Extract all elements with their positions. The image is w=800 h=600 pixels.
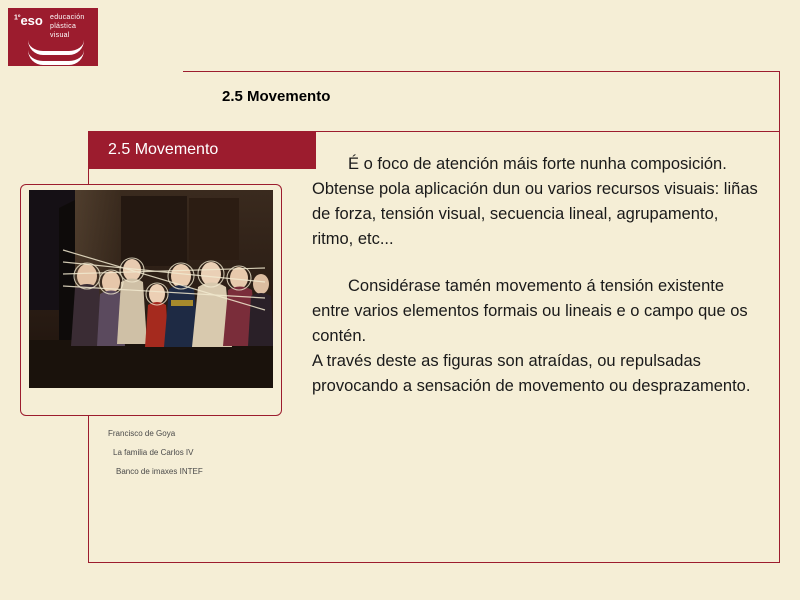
page-title: 2.5 Movemento <box>222 88 331 105</box>
logo-subject-line1: educación <box>50 14 85 21</box>
paragraph-tension: Considérase tamén movemento á tensión existente entre varios elementos formais ou lineais e o campo que os contén. <box>312 277 748 345</box>
artwork-image <box>29 190 273 388</box>
logo-course-number: 1º <box>14 14 21 22</box>
logo-subject-line3: visual <box>50 32 70 39</box>
logo <box>8 8 98 66</box>
paragraph-effect: A través deste as figuras son atraídas, ou repulsadas provocando a sensación de movemento ou desprazamento. <box>312 352 751 395</box>
logo-subject-line2: plástica <box>50 23 77 30</box>
section-banner-label: 2.5 Movemento <box>108 141 219 158</box>
caption-source: Banco de imaxes INTEF <box>116 467 203 476</box>
logo-course <box>14 13 43 28</box>
caption-work: La familia de Carlos IV <box>113 448 194 457</box>
divider-bottom <box>88 562 780 563</box>
paragraph-definition: É o foco de atención máis forte nunha composición. Obtense pola aplicación dun ou varios recursos visuais: liñas de forza, tensión visual, secuencia lineal, agrupamento, ritmo, etc... <box>312 155 758 248</box>
image-caption <box>108 424 308 481</box>
divider-top <box>183 71 780 72</box>
caption-author: Francisco de Goya <box>108 429 176 438</box>
logo-arcs-icon <box>28 40 84 64</box>
section-banner <box>88 131 316 169</box>
divider-right <box>779 71 780 563</box>
body-text <box>312 152 760 399</box>
logo-stage: eso <box>20 13 43 28</box>
